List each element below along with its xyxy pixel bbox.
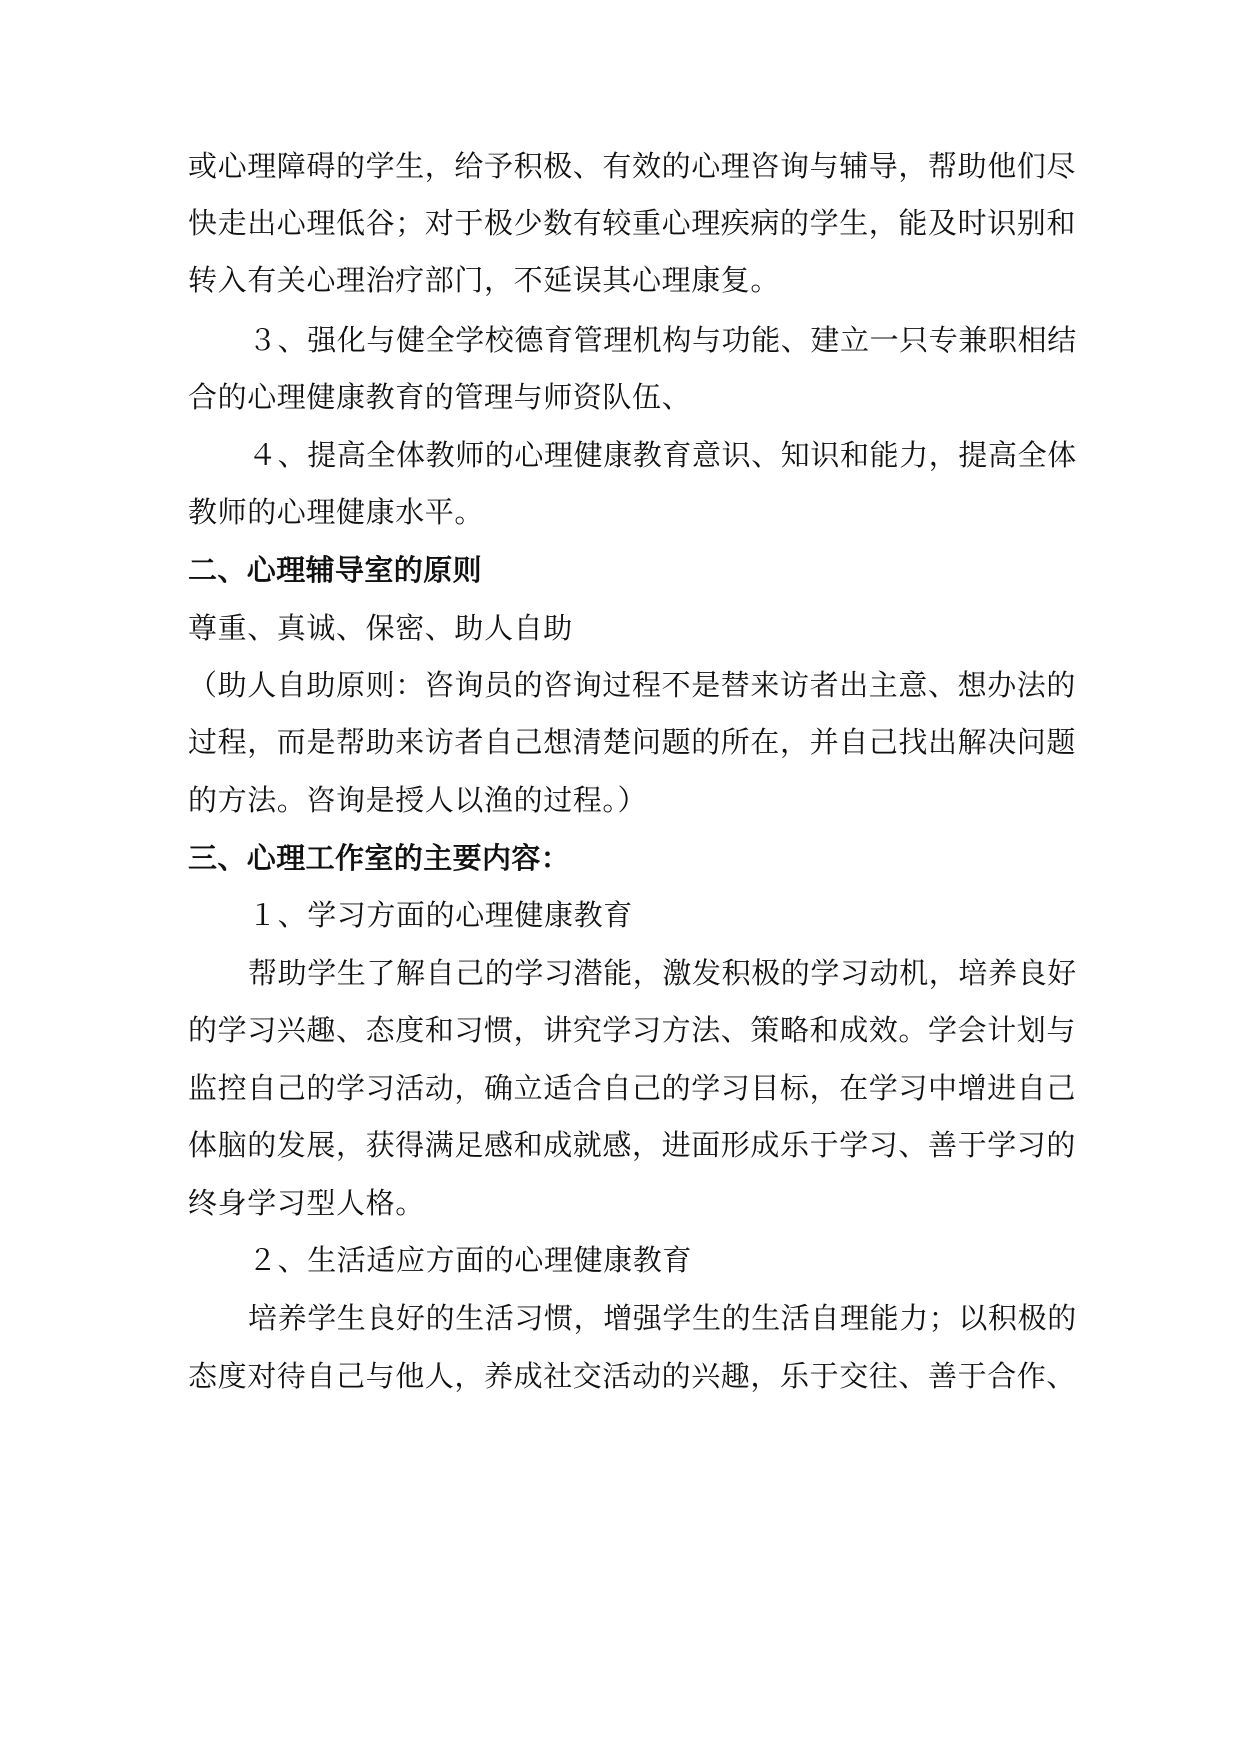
subheading-life: ２、生活适应方面的心理健康教育 (248, 1243, 693, 1277)
text-line: 态度对待自己与他人，养成社交活动的兴趣，乐于交往、善于合作、 (188, 1359, 1077, 1393)
list-item-4: ４、提高全体教师的心理健康教育意识、知识和能力，提高全体 (248, 438, 1077, 472)
text-line: 终身学习型人格。 (188, 1186, 425, 1220)
text-line: （助人自助原则：咨询员的咨询过程不是替来访者出主意、想办法的 (188, 668, 1077, 702)
text-line: 的学习兴趣、态度和习惯，讲究学习方法、策略和成效。学会计划与 (188, 1013, 1077, 1047)
section-heading-principles: 二、心理辅导室的原则 (188, 553, 483, 587)
text-line: 监控自己的学习活动，确立适合自己的学习目标，在学习中增进自己 (188, 1071, 1077, 1105)
list-item-3: ３、强化与健全学校德育管理机构与功能、建立一只专兼职相结 (248, 323, 1077, 357)
text-line: 过程，而是帮助来访者自己想清楚问题的所在，并自己找出解决问题 (188, 725, 1077, 759)
text-line: 快走出心理低谷；对于极少数有较重心理疾病的学生，能及时识别和 (188, 206, 1077, 240)
subheading-study: １、学习方面的心理健康教育 (248, 898, 633, 932)
text-line: 转入有关心理治疗部门，不延误其心理康复。 (188, 263, 781, 297)
text-line: 的方法。咨询是授人以渔的过程。） (188, 783, 648, 817)
text-line: 合的心理健康教育的管理与师资队伍、 (188, 380, 692, 414)
section-heading-content: 三、心理工作室的主要内容： (188, 841, 571, 875)
text-line: 体脑的发展，获得满足感和成就感，进面形成乐于学习、善于学习的 (188, 1128, 1077, 1162)
text-line: 培养学生良好的生活习惯，增强学生的生活自理能力；以积极的 (248, 1301, 1077, 1335)
text-line: 帮助学生了解自己的学习潜能，激发积极的学习动机，培养良好 (248, 956, 1077, 990)
principles-list: 尊重、真诚、保密、助人自助 (188, 611, 573, 645)
text-line: 教师的心理健康水平。 (188, 495, 485, 529)
text-line: 或心理障碍的学生，给予积极、有效的心理咨询与辅导，帮助他们尽 (188, 149, 1077, 183)
